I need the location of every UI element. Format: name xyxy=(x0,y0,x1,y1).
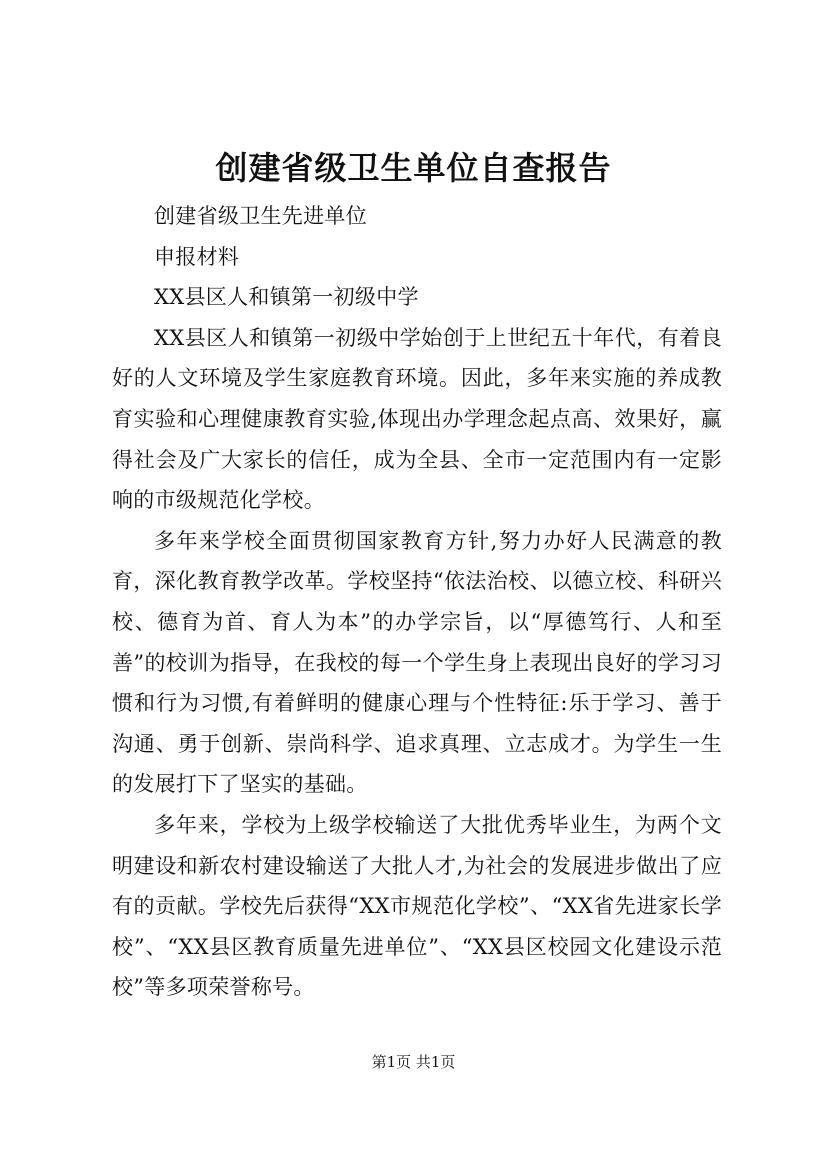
page-number-footer: 第1页 共1页 xyxy=(371,1053,456,1071)
document-title: 创建省级卫生单位自查报告 xyxy=(215,149,612,187)
document-body xyxy=(112,196,722,1008)
school-name-line: XX县区人和镇第一初级中学 xyxy=(154,285,419,310)
subtitle-line: 创建省级卫生先进单位 xyxy=(154,204,367,228)
body-paragraph: XX县区人和镇第一初级中学始创于上世纪五十年代，有着良好的人文环境及学生家庭教育环境。因此，多年来实施的养成教育实验和心理健康教育实验,体现出办学理念起点高、效果好，赢得社会及广大家长的信任，成为全县、全市一定范围内有一定影响的市级规范化学校。 xyxy=(112,325,722,513)
body-paragraph: 多年来学校全面贯彻国家教育方针,努力办好人民满意的教育，深化教育教学改革。学校坚持“依法治校、以德立校、科研兴校、德育为首、育人为本”的办学宗旨，以“厚德笃行、人和至善”的校训为指导，在我校的每一个学生身上表现出良好的学习习惯和行为习惯,有着鲜明的健康心理与个性特征:乐于学习、善于沟通、勇于创新、崇尚科学、追求真理、立志成才。为学生一生的发展打下了坚实的基础。 xyxy=(112,528,722,797)
subtitle-line: 申报材料 xyxy=(154,244,240,269)
body-paragraph: 多年来，学校为上级学校输送了大批优秀毕业生，为两个文明建设和新农村建设输送了大批人才,为社会的发展进步做出了应有的贡献。学校先后获得“XX市规范化学校”、“XX省先进家长学校”、“XX县区教育质量先进单位”、“XX县区校园文化建设示范校”等多项荣誉称号。 xyxy=(112,812,722,1000)
